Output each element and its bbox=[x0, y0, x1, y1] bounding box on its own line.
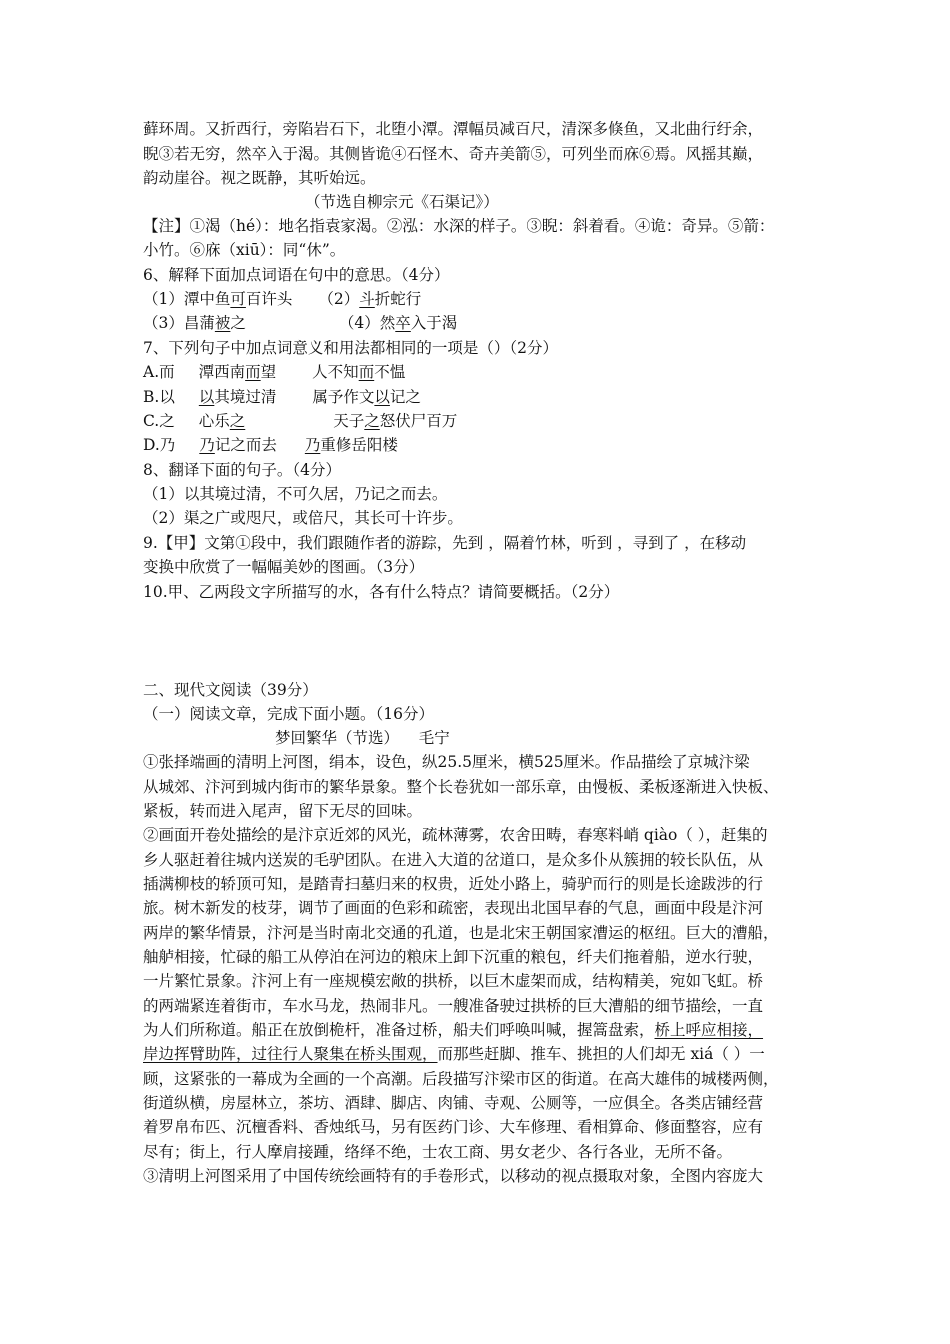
annotation-line: 【注】①渴（hé）：地名指袁家渴。②泓：水深的样子。③睨：斜着看。④诡：奇异。⑤箭： bbox=[143, 217, 775, 235]
article-line: 乡人驱赶着往城内送炭的毛驴团队。在进入大道的岔道口，是众多仆从簇拥的较长队伍，从 bbox=[143, 851, 764, 869]
article-line: 紧板，转而进入尾声，留下无尽的回味。 bbox=[143, 802, 423, 820]
question-9-line: 9.【甲】文第①段中，我们跟随作者的游踪，先到 ，隔着竹林，听到 ，寻到了 ，在移动 bbox=[143, 534, 747, 552]
q7-option-c: C.之 心乐之 天子之怒伏尸百万 bbox=[143, 412, 458, 430]
article-title: 梦回繁华（节选） 毛宁 bbox=[275, 729, 450, 747]
underlined-phrase: 岸边挥臂助阵，过往行人聚集在桥头围观， bbox=[143, 1045, 438, 1063]
article-line: 舳舻相接，忙碌的船工从停泊在河边的粮床上卸下沉重的粮包，纤夫们拖着船，逆水行驶， bbox=[143, 948, 764, 966]
q7-option-d: D.乃 乃记之而去 乃重修岳阳楼 bbox=[143, 436, 398, 454]
article-line: 从城郊、汴河到城内街市的繁华景象。整个长卷犹如一部乐章，由慢板、柔板逐渐进入快板、 bbox=[143, 778, 779, 796]
classical-text-line: 韵动崖谷。视之既静，其听始远。 bbox=[143, 169, 376, 187]
question-6-stem: 6、解释下面加点词语在句中的意思。（4分） bbox=[143, 266, 450, 284]
q8-sentence-1: （1）以其境过清，不可久居，乃记之而去。 bbox=[143, 485, 448, 503]
article-line: 着罗帛布匹、沉檀香料、香烛纸马，另有医药门诊、大车修理、看相算命、修面整容，应有 bbox=[143, 1118, 764, 1136]
article-line: 顾，这紧张的一幕成为全画的一个高潮。后段描写汴梁市区的街道。在高大雄伟的城楼两侧， bbox=[143, 1070, 779, 1088]
section-heading: 二、现代文阅读（39分） bbox=[143, 681, 318, 699]
subsection-heading: （一）阅读文章，完成下面小题。（16分） bbox=[143, 705, 434, 723]
q6-item: （4）然卒入于渴 bbox=[338, 314, 458, 332]
article-line: 插满柳枝的轿顶可知，是踏青扫墓归来的权贵，近处小路上，骑驴而行的则是长途跋涉的行 bbox=[143, 875, 764, 893]
article-line: 岸边挥臂助阵，过往行人聚集在桥头围观，而那些赶脚、推车、挑担的人们却无 xiá（ ）一 bbox=[143, 1045, 765, 1063]
q6-item: （1）潭中鱼可百许头 bbox=[143, 290, 293, 308]
q6-item: （3）昌蒲被之 bbox=[143, 314, 246, 332]
q7-option-a: A.而 潭西南而望 人不知而不愠 bbox=[143, 363, 406, 381]
article-line: 两岸的繁华情景，汴河是当时南北交通的孔道，也是北宋王朝国家漕运的枢纽。巨大的漕船， bbox=[143, 924, 779, 942]
q6-item: （2）斗折蛇行 bbox=[318, 290, 422, 308]
article-line: 尽有；街上，行人摩肩接踵，络绎不绝，士农工商、男女老少、各行各业，无所不备。 bbox=[143, 1143, 733, 1161]
question-6-items-row bbox=[143, 311, 457, 335]
underlined-phrase: 桥上呼应相接， bbox=[654, 1021, 764, 1039]
article-line: 一片繁忙景象。汴河上有一座规模宏敞的拱桥，以巨木虚架而成，结构精美，宛如飞虹。桥 bbox=[143, 972, 764, 990]
article-line: ③清明上河图采用了中国传统绘画特有的手卷形式，以移动的视点摄取对象，全图内容庞大 bbox=[143, 1167, 764, 1185]
article-line: 旅。树木新发的枝芽，调节了画面的色彩和疏密，表现出北国早春的气息，画面中段是汴河 bbox=[143, 899, 764, 917]
q8-sentence-2: （2）渠之广或咫尺，或倍尺，其长可十许步。 bbox=[143, 509, 463, 527]
question-10: 10.甲、乙两段文字所描写的水，各有什么特点？请简要概括。（2分） bbox=[143, 583, 620, 601]
question-6-items-row bbox=[143, 287, 421, 311]
question-7-stem: 7、下列句子中加点词意义和用法都相同的一项是（）（2分） bbox=[143, 339, 558, 357]
classical-text-line: 藓环周。又折西行，旁陷岩石下，北堕小潭。潭幅员减百尺，清深多倏鱼，又北曲行纡余， bbox=[143, 120, 764, 138]
article-line: ①张择端画的清明上河图，绢本，设色，纵25.5厘米，横525厘米。作品描绘了京城汴梁 bbox=[143, 753, 750, 771]
q7-option-b: B.以 以其境过清 属予作文以记之 bbox=[143, 388, 421, 406]
article-line: 街道纵横，房屋林立，茶坊、酒肆、脚店、肉铺、寺观、公厕等，一应俱全。各类店铺经营 bbox=[143, 1094, 764, 1112]
article-line: 的两端紧连着街市，车水马龙，热闹非凡。一艘准备驶过拱桥的巨大漕船的细节描绘，一直 bbox=[143, 997, 764, 1015]
article-line: ②画面开卷处描绘的是汴京近郊的风光，疏林薄雾，农舍田畴，春寒料峭 qiào（ ），赶集的 bbox=[143, 826, 768, 844]
annotation-line: 小竹。⑥庥（xiū）：同“休”。 bbox=[143, 241, 346, 259]
classical-text-line: 睨③若无穷，然卒入于渴。其侧皆诡④石怪木、奇卉美箭⑤，可列坐而庥⑥焉。风摇其巅， bbox=[143, 145, 764, 163]
source-citation: （节选自柳宗元《石渠记》） bbox=[305, 193, 499, 211]
article-line: 为人们所称道。船正在放倒桅杆，准备过桥，船夫们呼唤叫喊，握篙盘索，桥上呼应相接， bbox=[143, 1021, 764, 1039]
question-9-line: 变换中欣赏了一幅幅美妙的图画。（3分） bbox=[143, 558, 425, 576]
question-8-stem: 8、翻译下面的句子。（4分） bbox=[143, 461, 341, 479]
